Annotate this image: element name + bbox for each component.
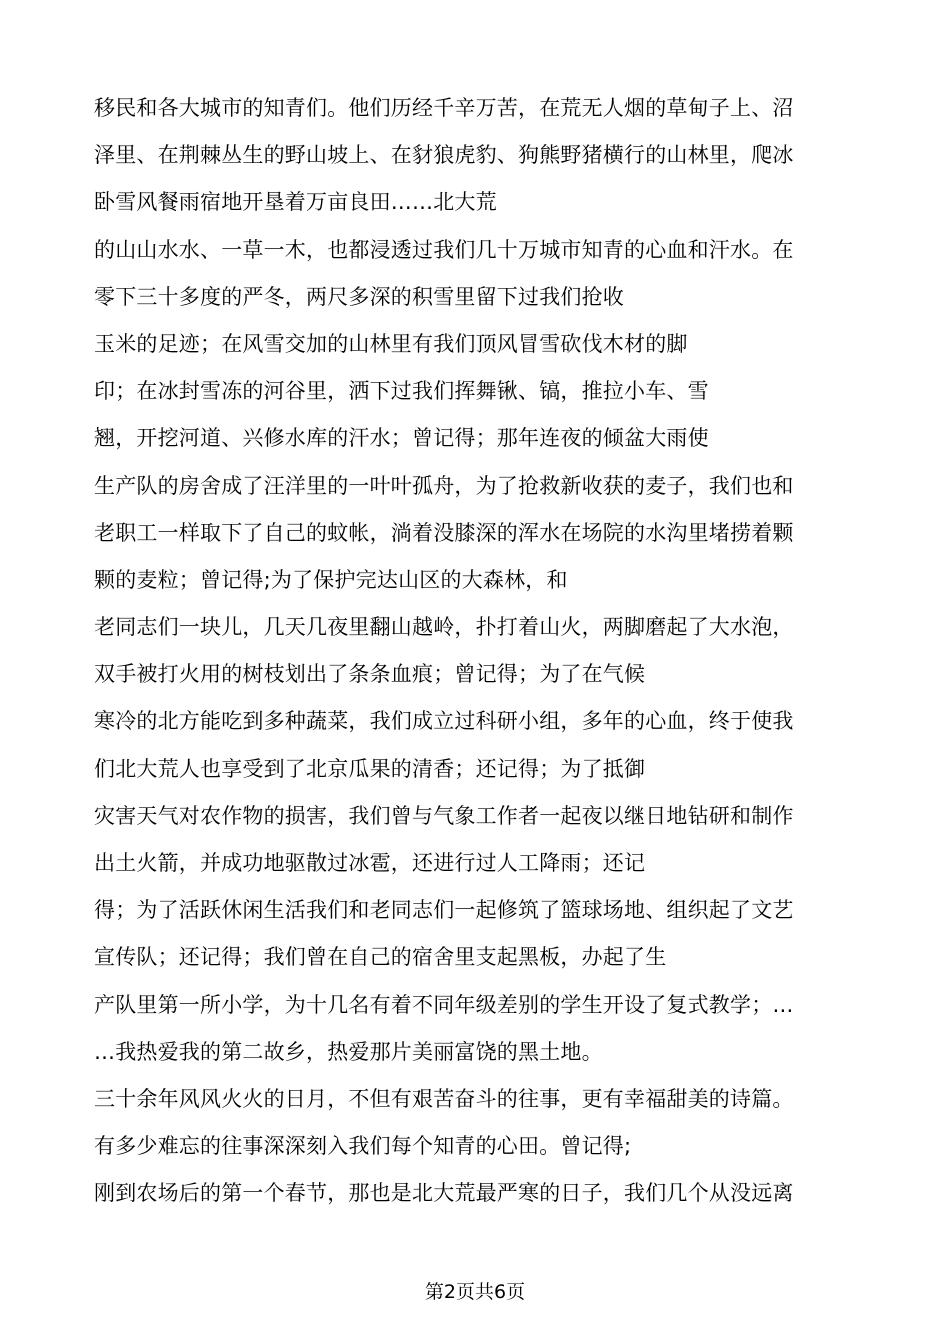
text-line: …我热爱我的第二故乡，热爱那片美丽富饶的黑土地。 [94,1039,603,1064]
text-line: 的山山水水、一草一木，也都浸透过我们几十万城市知青的心血和汗水。在 [94,237,794,262]
text-line: 宣传队；还记得；我们曾在自己的宿舍里支起黑板，办起了生 [94,945,667,970]
text-line: 出土火箭，并成功地驱散过冰雹，还进行过人工降雨；还记 [94,851,646,875]
text-line: 印；在冰封雪冻的河谷里，洒下过我们挥舞锹、镐，推拉小车、雪 [94,379,709,404]
text-line: 们北大荒人也享受到了北京瓜果的清香；还记得；为了抵御 [94,756,646,781]
text-line: 零下三十多度的严冬，两尺多深的积雪里留下过我们抢收 [94,284,624,309]
page-number: 第2页共6页 [424,1281,526,1303]
body-text [94,95,864,1228]
text-line: 双手被打火用的树枝划出了条条血痕；曾记得；为了在气候 [94,662,646,687]
text-line: 卧雪风餐雨宿地开垦着万亩良田……北大荒 [94,190,497,215]
text-line: 颗的麦粒；曾记得;为了保护完达山区的大森林，和 [94,567,568,592]
text-line: 有多少难忘的往事深深刻入我们每个知青的心田。曾记得; [94,1134,632,1159]
text-line: 生产队的房舍成了汪洋里的一叶叶孤舟，为了抢救新收获的麦子，我们也和 [94,473,794,498]
text-line: 灾害天气对农作物的损害，我们曾与气象工作者一起夜以继日地钻研和制作 [94,803,794,828]
text-line: 老职工一样取下了自己的蚊帐，淌着没膝深的浑水在场院的水沟里堵捞着颗 [94,520,794,545]
text-line: 三十余年风风火火的日月，不但有艰苦奋斗的往事，更有幸福甜美的诗篇。 [94,1086,794,1111]
text-line: 泽里、在荆棘丛生的野山坡上、在豺狼虎豹、狗熊野猪横行的山林里，爬冰 [94,143,794,168]
text-line: 刚到农场后的第一个春节，那也是北大荒最严寒的日子，我们几个从没远离 [94,1181,794,1206]
text-line: 翘，开挖河道、兴修水库的汗水；曾记得；那年连夜的倾盆大雨使 [94,426,709,451]
text-line: 玉米的足迹；在风雪交加的山林里有我们顶风冒雪砍伐木材的脚 [94,331,688,356]
text-line: 寒冷的北方能吃到多种蔬菜，我们成立过科研小组，多年的心血，终于使我 [94,709,794,734]
text-line: 老同志们一块儿，几天几夜里翻山越岭，扑打着山火，两脚磨起了大水泡， [94,615,794,640]
text-line: 产队里第一所小学，为十几名有着不同年级差别的学生开设了复式教学；… [94,992,794,1017]
text-line: 移民和各大城市的知青们。他们历经千辛万苦，在荒无人烟的草甸子上、沼 [94,96,794,120]
text-line: 得；为了活跃休闲生活我们和老同志们一起修筑了篮球场地、组织起了文艺 [94,898,794,923]
